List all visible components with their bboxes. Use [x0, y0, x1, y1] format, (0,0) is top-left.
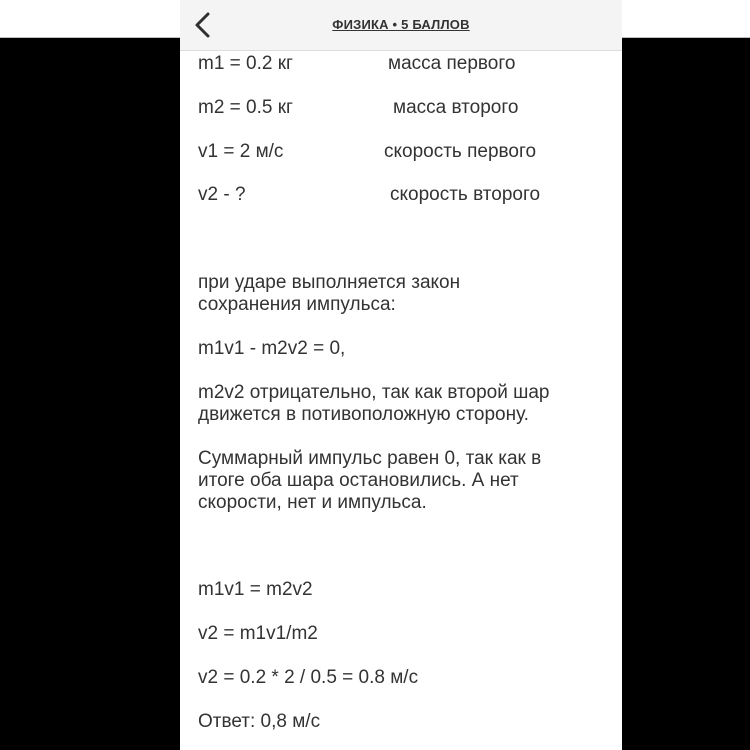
header-bar — [180, 0, 622, 51]
paragraph-line: сохранения импульса: — [198, 294, 396, 315]
solution-step: v2 = 0.2 * 2 / 0.5 = 0.8 м/с — [198, 667, 419, 688]
given-description: скорость второго — [390, 184, 541, 205]
given-description: скорость первого — [384, 141, 537, 162]
given-description: масса второго — [393, 97, 519, 118]
given-formula: v1 = 2 м/с — [198, 141, 284, 162]
paragraph-line: итоге оба шара остановились. А нет — [198, 470, 519, 491]
subject-title[interactable]: ФИЗИКА • 5 БАЛЛОВ — [332, 17, 470, 32]
paragraph-line: m2v2 отрицательно, так как второй шар — [198, 382, 550, 403]
paragraph-line: движется в потивоположную сторону. — [198, 404, 529, 425]
given-formula: v2 - ? — [198, 184, 246, 205]
equation: m1v1 - m2v2 = 0, — [198, 338, 346, 359]
left-dark-margin — [0, 37, 180, 750]
paragraph-line: при ударе выполняется закон — [198, 272, 461, 293]
given-description: масса первого — [388, 53, 516, 74]
final-answer: Ответ: 0,8 м/с — [198, 711, 321, 732]
solution-step: m1v1 = m2v2 — [198, 579, 313, 600]
paragraph-line: Суммарный импульс равен 0, так как в — [198, 448, 542, 469]
right-dark-margin — [622, 37, 750, 750]
given-formula: m2 = 0.5 кг — [198, 97, 293, 118]
solution-step: v2 = m1v1/m2 — [198, 623, 318, 644]
answer-content — [180, 51, 622, 750]
paragraph-line: скорости, нет и импульса. — [198, 492, 427, 513]
given-formula: m1 = 0.2 кг — [198, 53, 293, 74]
